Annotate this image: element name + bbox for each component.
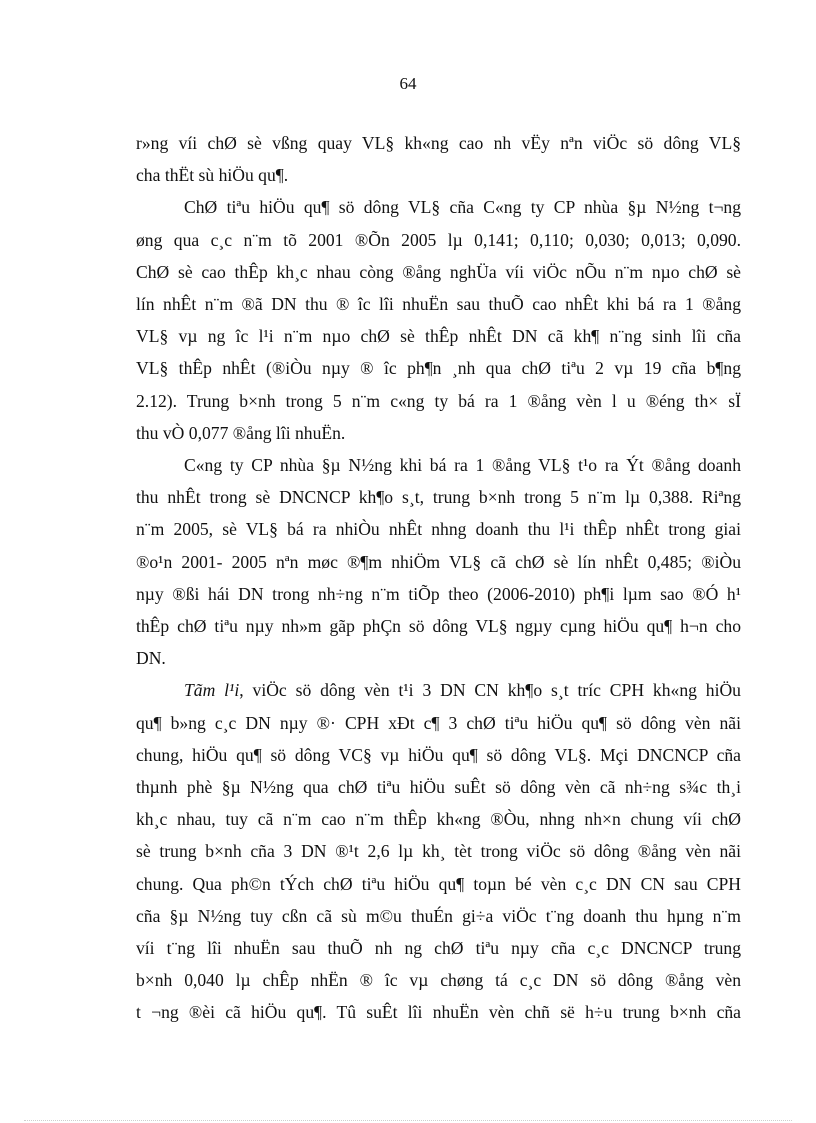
text-line: 2.12). Trung b×nh trong 5 n¨m c«ng ty bá ra 1 ®ång vèn l u ®éng th× sÏ bbox=[136, 390, 741, 411]
text-line: ChØ sè cao thÊp kh¸c nhau còng ®ång nghÜa víi viÖc nÕu n¨m nµo chØ sè bbox=[136, 261, 741, 282]
page-number: 64 bbox=[399, 74, 417, 93]
body-text bbox=[136, 127, 741, 1029]
italic-phrase: Tãm l¹i bbox=[184, 680, 240, 701]
text-line: cña §µ N½ng tuy cßn cã sù m©u thuÉn gi÷a viÖc t¨ng doanh thu hµng n¨m bbox=[136, 905, 741, 926]
text-line: ChØ tiªu hiÖu qu¶ sö dông VL§ cña C«ng ty CP nhùa §µ N½ng t¬ng bbox=[184, 197, 741, 218]
text-line: ®o¹n 2001- 2005 nªn møc ®¶m nhiÖm VL§ cã chØ sè lín nhÊt 0,485; ®iÒu bbox=[136, 551, 741, 572]
text-line: chung, hiÖu qu¶ sö dông VC§ vµ hiÖu qu¶ sö dông VL§. Mçi DNCNCP cña bbox=[136, 744, 741, 765]
text-line: thu nhÊt trong sè DNCNCP kh¶o s¸t, trung b×nh trong 5 n¨m lµ 0,388. Riªng bbox=[136, 487, 741, 508]
text-line: lín nhÊt n¨m ®ã DN thu ® îc lîi nhuËn sau thuÕ cao nhÊt khi bá ra 1 ®ång bbox=[136, 294, 741, 315]
text-line: víi t¨ng lîi nhuËn sau thuÕ nh ng chØ tiªu nµy cña c¸c DNCNCP trung bbox=[136, 938, 741, 959]
text-line: b×nh 0,040 lµ chÊp nhËn ® îc vµ chøng tá c¸c DN sö dông ®ång vèn bbox=[136, 970, 741, 991]
text-line: C«ng ty CP nhùa §µ N½ng khi bá ra 1 ®ång VL§ t¹o ra Ýt ®ång doanh bbox=[184, 455, 741, 476]
text-line: thu vÒ 0,077 ®ång lîi nhuËn. bbox=[136, 422, 346, 443]
text-line: VL§ thÊp nhÊt (®iÒu nµy ® îc ph¶n ¸nh qua chØ tiªu 2 vµ 19 cña b¶ng bbox=[136, 358, 741, 379]
text-line: sè trung b×nh cña 3 DN ®¹t 2,6 lµ kh¸ tèt trong viÖc sö dông ®ång vèn nãi bbox=[136, 841, 741, 862]
text-line bbox=[136, 674, 741, 706]
text-line: chung. Qua ph©n tÝch chØ tiªu hiÖu qu¶ toµn bé vèn c¸c DN CN sau CPH bbox=[136, 873, 741, 894]
text-line: t ¬ng ®èi cã hiÖu qu¶. Tû suÊt lîi nhuËn vèn chñ së h÷u trung b×nh cña bbox=[136, 1002, 741, 1023]
text-line: VL§ vµ ng îc l¹i n¨m nµo chØ sè thÊp nhÊt DN cã kh¶ n¨ng sinh lîi cña bbox=[136, 326, 741, 347]
text-line: DN. bbox=[136, 648, 166, 669]
text-line: cha thËt sù hiÖu qu¶. bbox=[136, 165, 289, 186]
text-line: r»ng víi chØ sè vßng quay VL§ kh«ng cao nh vËy nªn viÖc sö dông VL§ bbox=[136, 133, 741, 153]
page-bottom-divider bbox=[24, 1120, 792, 1121]
text-line: kh¸c nhau, tuy cã n¨m cao n¨m thÊp kh«ng ®Òu, nhng nh×n chung víi chØ bbox=[136, 809, 741, 830]
text-line: n¨m 2005, sè VL§ bá ra nhiÒu nhÊt nhng doanh thu l¹i thÊp nhÊt trong giai bbox=[136, 519, 741, 540]
text-line: thµnh phè §µ N½ng qua chØ tiªu hiÖu suÊt sö dông vèn cã nh÷ng s¾c th¸i bbox=[136, 777, 741, 798]
text-line-rest: , viÖc sö dông vèn t¹i 3 DN CN kh¶o s¸t tríc CPH kh«ng hiÖu bbox=[239, 680, 741, 701]
text-line: øng qua c¸c n¨m tõ 2001 ®Õn 2005 lµ 0,141; 0,110; 0,030; 0,013; 0,090. bbox=[136, 229, 741, 250]
text-line: qu¶ b»ng c¸c DN nµy ®· CPH xÐt c¶ 3 chØ tiªu hiÖu qu¶ sö dông vèn nãi bbox=[136, 712, 741, 733]
text-line: nµy ®ßi hái DN trong nh÷ng n¨m tiÕp theo (2006-2010) ph¶i lµm sao ®Ó h¹ bbox=[136, 583, 741, 604]
text-line: thÊp chØ tiªu nµy nh»m gãp phÇn sö dông VL§ ngµy cµng hiÖu qu¶ h¬n cho bbox=[136, 616, 741, 637]
